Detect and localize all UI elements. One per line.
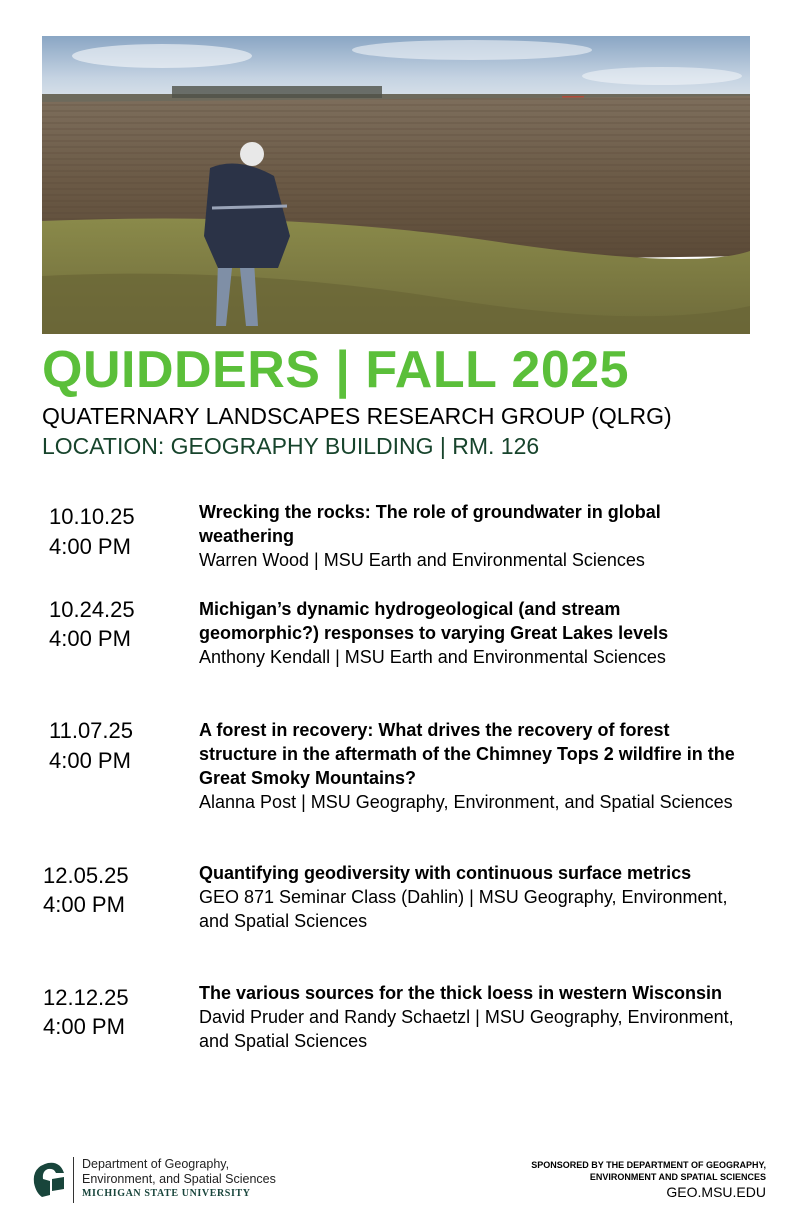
event-date: 12.05.25	[43, 863, 129, 888]
spartan-helmet-icon	[30, 1159, 66, 1199]
event-time: 4:00 PM	[49, 748, 131, 773]
event-speaker: Anthony Kendall | MSU Earth and Environmental Sciences	[199, 647, 666, 667]
event-info	[199, 861, 739, 933]
sponsor-line-2: ENVIRONMENT AND SPATIAL SCIENCES	[589, 1172, 766, 1182]
event-time: 4:00 PM	[43, 1014, 125, 1039]
event-speaker: GEO 871 Seminar Class (Dahlin) | MSU Geography, Environment, and Spatial Sciences	[199, 887, 728, 931]
event-talk-title: Wrecking the rocks: The role of groundwater in global weathering	[199, 502, 661, 546]
event-info	[199, 500, 739, 572]
event-info	[199, 981, 739, 1053]
event-talk-title: Quantifying geodiversity with continuous surface metrics	[199, 863, 692, 883]
page-title: QUIDDERS | FALL 2025	[42, 341, 630, 399]
event-date: 11.07.25	[49, 718, 134, 743]
event-talk-title: A forest in recovery: What drives the recovery of forest structure in the aftermath of the Chimney Tops 2 wildfire in the Great Smoky Mountains?	[199, 720, 735, 788]
website-link[interactable]: GEO.MSU.EDU	[666, 1184, 766, 1200]
event-time: 4:00 PM	[49, 534, 131, 559]
group-subtitle: QUATERNARY LANDSCAPES RESEARCH GROUP (QLRG)	[42, 403, 672, 429]
msu-department-logo	[30, 1157, 320, 1203]
sponsor-line-1: SPONSORED BY THE DEPARTMENT OF GEOGRAPHY,	[531, 1160, 766, 1170]
event-speaker: David Pruder and Randy Schaetzl | MSU Geography, Environment, and Spatial Sciences	[199, 1007, 734, 1051]
department-line-1: Department of Geography,	[82, 1157, 230, 1171]
event-info	[199, 597, 739, 669]
location-line: LOCATION: GEOGRAPHY BUILDING | RM. 126	[42, 433, 540, 459]
event-speaker: Alanna Post | MSU Geography, Environment, and Spatial Sciences	[199, 792, 733, 812]
event-info	[199, 718, 739, 814]
event-date: 10.24.25	[49, 597, 135, 622]
logo-divider	[73, 1157, 74, 1203]
event-time: 4:00 PM	[43, 892, 125, 917]
event-speaker: Warren Wood | MSU Earth and Environmental Sciences	[199, 550, 645, 570]
event-time: 4:00 PM	[49, 626, 131, 651]
event-date: 12.12.25	[43, 985, 129, 1010]
event-date: 10.10.25	[49, 504, 135, 529]
sponsor-note	[531, 1159, 766, 1183]
department-line-2: Environment, and Spatial Sciences	[82, 1172, 276, 1186]
hero-photo-field-landscape	[42, 36, 750, 334]
event-talk-title: Michigan’s dynamic hydrogeological (and stream geomorphic?) responses to varying Great Lakes levels	[199, 599, 669, 643]
university-name: MICHIGAN STATE UNIVERSITY	[82, 1188, 251, 1199]
event-talk-title: The various sources for the thick loess in western Wisconsin	[199, 983, 722, 1003]
